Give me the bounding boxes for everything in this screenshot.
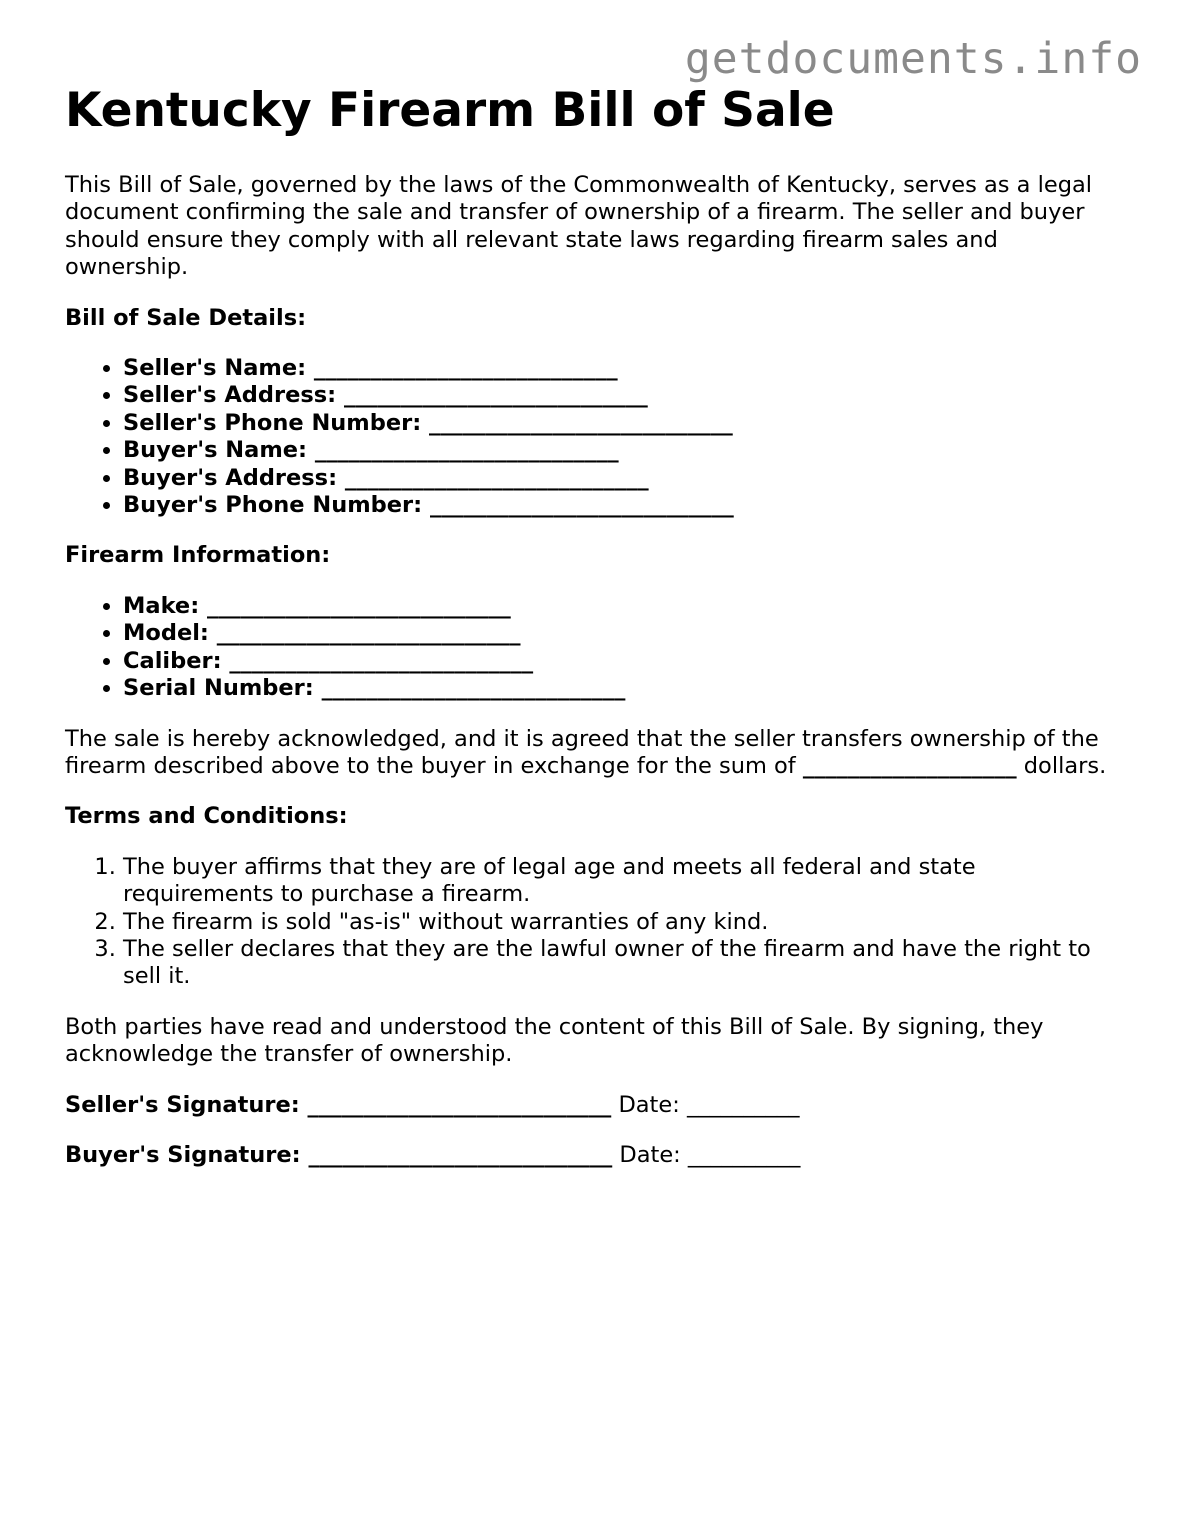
sale-suffix: dollars.: [1016, 752, 1107, 779]
terms-list: [65, 854, 1125, 991]
seller-signature-label: Seller's Signature: ___________________________: [65, 1091, 612, 1118]
document-title: Kentucky Firearm Bill of Sale: [65, 83, 835, 138]
details-list: [65, 355, 1125, 519]
seller-signature-line: [65, 1092, 1125, 1119]
buyer-date-label: Date: __________: [612, 1141, 801, 1168]
make-field: • Make: ___________________________: [123, 593, 1125, 620]
model-field: • Model: ___________________________: [123, 620, 1125, 647]
term-item: 2. The firearm is sold "as-is" without warranties of any kind.: [123, 909, 1125, 936]
buyer-signature-line: [65, 1142, 1125, 1169]
details-heading: Bill of Sale Details:: [65, 304, 307, 331]
term-item: 3. The seller declares that they are the lawful owner of the firearm and have the right to sell it.: [123, 936, 1125, 991]
document-page: [65, 82, 1125, 1169]
caliber-field: • Caliber: ___________________________: [123, 648, 1125, 675]
closing-paragraph: Both parties have read and understood the content of this Bill of Sale. By signing, they acknowledge the transfer of ownership.: [65, 1013, 1044, 1068]
buyer-name-field: • Buyer's Name: ___________________________: [123, 437, 1125, 464]
buyer-signature-label: Buyer's Signature: ___________________________: [65, 1141, 613, 1168]
terms-heading: Terms and Conditions:: [65, 803, 348, 830]
firearm-list: [65, 593, 1125, 703]
intro-paragraph: This Bill of Sale, governed by the laws of the Commonwealth of Kentucky, serves as a legal document confirming the sale and transfer of ownership of a firearm. The seller and buyer should ensure they comply with all relevant state laws regarding firearm sales and ownership.: [65, 172, 1093, 281]
sale-paragraph: [65, 726, 1125, 781]
seller-date-label: Date: __________: [611, 1091, 800, 1118]
buyer-phone-field: • Buyer's Phone Number: ___________________________: [123, 492, 1125, 519]
serial-number-field: • Serial Number: ___________________________: [123, 675, 1125, 702]
sum-blank: ___________________: [802, 752, 1017, 779]
buyer-address-field: • Buyer's Address: ___________________________: [123, 465, 1125, 492]
firearm-heading: Firearm Information:: [65, 542, 331, 569]
seller-phone-field: • Seller's Phone Number: ___________________________: [123, 410, 1125, 437]
seller-name-field: • Seller's Name: ___________________________: [123, 355, 1125, 382]
watermark: getdocuments.info: [684, 34, 1142, 84]
sale-text: The sale is hereby acknowledged, and it is agreed that the seller transfers ownership of the firearm described above to the buyer in exchange for the sum of: [65, 725, 1099, 779]
term-item: 1. The buyer affirms that they are of legal age and meets all federal and state requirements to purchase a firearm.: [123, 854, 1125, 909]
seller-address-field: • Seller's Address: ___________________________: [123, 382, 1125, 409]
